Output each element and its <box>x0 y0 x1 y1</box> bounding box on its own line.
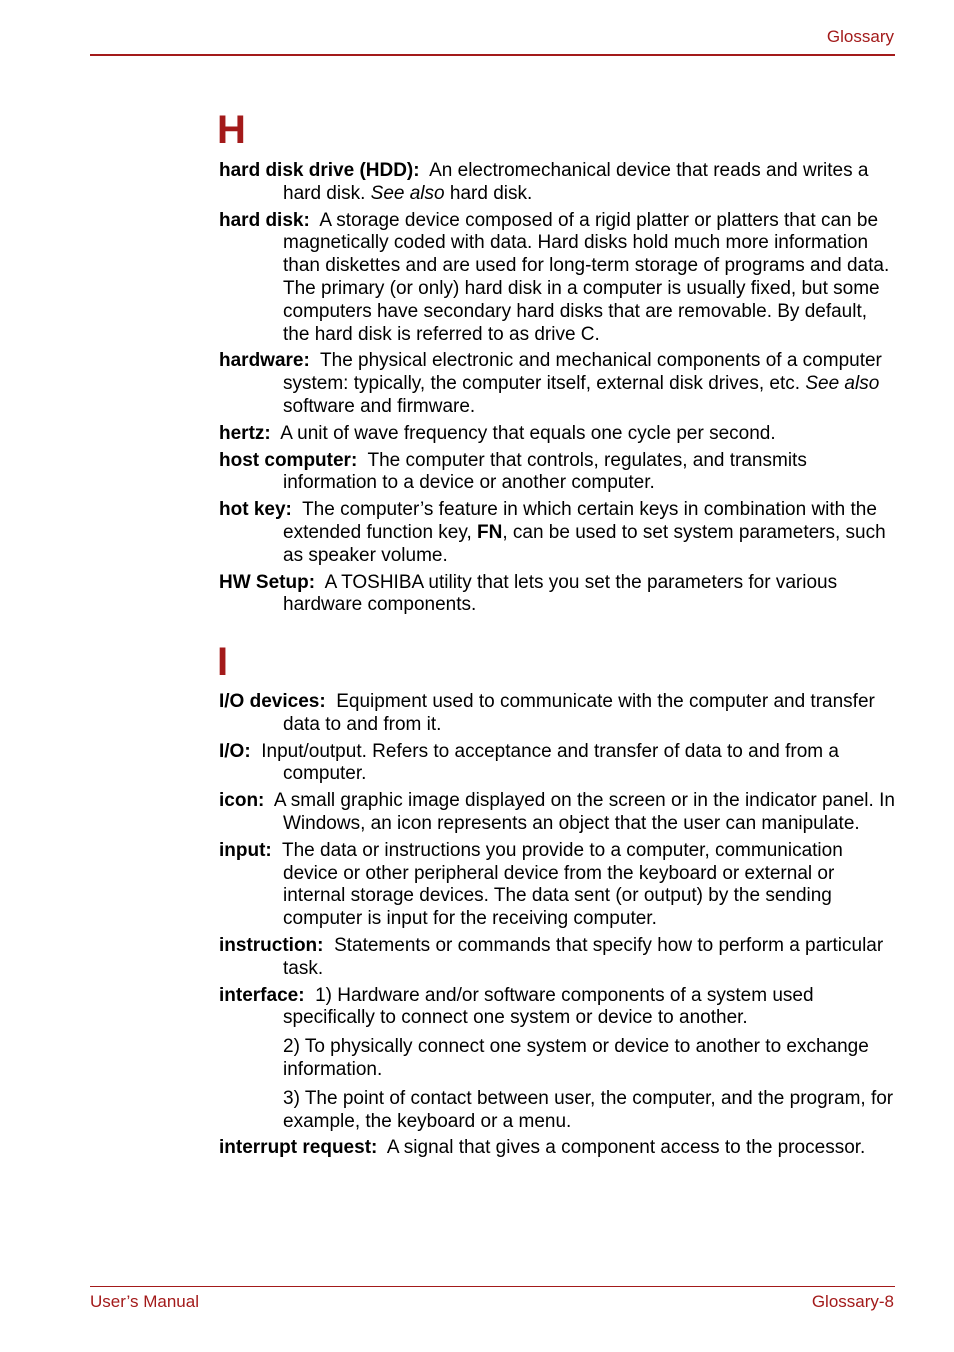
glossary-entry-hdd <box>219 160 895 206</box>
footer-page-number: Glossary-8 <box>811 1292 894 1311</box>
definition-emphasis: See also <box>805 373 880 395</box>
glossary-entry-host-computer <box>219 450 895 496</box>
interface-paragraph-3: 3) The point of contact between user, the computer, and the program, for example, the keyboard or a menu. <box>283 1087 894 1132</box>
glossary-entry-hw-setup <box>219 572 895 618</box>
term: HW Setup: <box>219 571 316 593</box>
glossary-section-i <box>219 691 895 1164</box>
definition: A unit of wave frequency that equals one cycle per second. <box>280 422 776 444</box>
footer-rule <box>90 1286 895 1287</box>
section-letter-i: I <box>217 640 229 684</box>
definition: A signal that gives a component access to the processor. <box>386 1137 866 1159</box>
glossary-entry-instruction <box>219 935 895 981</box>
header-rule <box>90 54 895 56</box>
glossary-entry-io <box>219 741 895 787</box>
term: I/O devices: <box>219 691 326 712</box>
definition: A TOSHIBA utility that lets you set the parameters for various hardware components. <box>283 571 838 616</box>
glossary-entry-icon <box>219 790 895 836</box>
term: instruction: <box>219 934 324 956</box>
definition: The data or instructions you provide to a computer, communication device or other peripheral device from the keyboard or external or internal storage devices. The data sent (or output) by the sending computer is input for the receiving computer. <box>281 839 843 930</box>
definition: hard disk. <box>444 182 533 204</box>
definition: The physical electronic and mechanical components of a computer system: typically, the computer itself, external disk drives, etc. <box>283 350 882 395</box>
definition: The computer’s feature in which certain keys in combination with the extended function key, <box>283 499 877 543</box>
term: interface: <box>219 984 305 1006</box>
section-letter-h: H <box>217 108 246 152</box>
glossary-entry-hertz <box>219 423 895 446</box>
term: hard disk: <box>219 209 310 231</box>
glossary-entry-interface <box>219 985 895 1031</box>
term: interrupt request: <box>219 1137 378 1159</box>
glossary-entry-hardware <box>219 350 895 418</box>
glossary-entry-hard-disk <box>219 210 895 347</box>
definition-emphasis: See also <box>370 182 445 204</box>
glossary-section-h <box>219 160 895 621</box>
definition: Statements or commands that specify how to perform a particular task. <box>283 934 884 979</box>
definition: An electromechanical device that reads and writes a hard disk. <box>283 160 869 204</box>
term: hardware: <box>219 350 310 372</box>
glossary-entry-interrupt-request <box>219 1137 895 1160</box>
term: hot key: <box>219 499 292 521</box>
glossary-entry-input <box>219 840 895 931</box>
definition: 1) Hardware and/or software components of a system used specifically to connect one system or device to another. <box>283 984 814 1029</box>
footer-manual-title: User’s Manual <box>90 1292 199 1311</box>
definition: A storage device composed of a rigid platter or platters that can be magnetically coded with data. Hard disks hold much more information than diskettes and are used for long-term storage of programs and data. The primary (or only) hard disk in a computer is usually fixed, but some computers have secondary hard disks that are removable. By default, the hard disk is referred to as drive C. <box>283 209 890 345</box>
glossary-entry-hot-key <box>219 499 895 567</box>
term: input: <box>219 839 272 861</box>
definition: A small graphic image displayed on the screen or in the indicator panel. In Windows, an icon represents an object that the user can manipulate. <box>273 790 895 834</box>
glossary-entry-io-devices <box>219 691 895 737</box>
interface-paragraph-2: 2) To physically connect one system or device to another to exchange information. <box>283 1036 869 1080</box>
definition-strong: FN <box>477 521 503 543</box>
running-header: Glossary <box>826 27 894 46</box>
term: icon: <box>219 790 265 812</box>
definition: , can be used to set system parameters, such as speaker volume. <box>283 521 886 566</box>
term: I/O: <box>219 740 251 762</box>
definition: Equipment used to communicate with the computer and transfer data to and from it. <box>283 691 875 735</box>
term: host computer: <box>219 449 358 471</box>
term: hard disk drive (HDD): <box>219 160 420 181</box>
term: hertz: <box>219 422 271 444</box>
definition: The computer that controls, regulates, and transmits information to a device or another computer. <box>283 449 807 494</box>
definition: Input/output. Refers to acceptance and transfer of data to and from a computer. <box>261 740 839 785</box>
definition: software and firmware. <box>283 395 476 417</box>
